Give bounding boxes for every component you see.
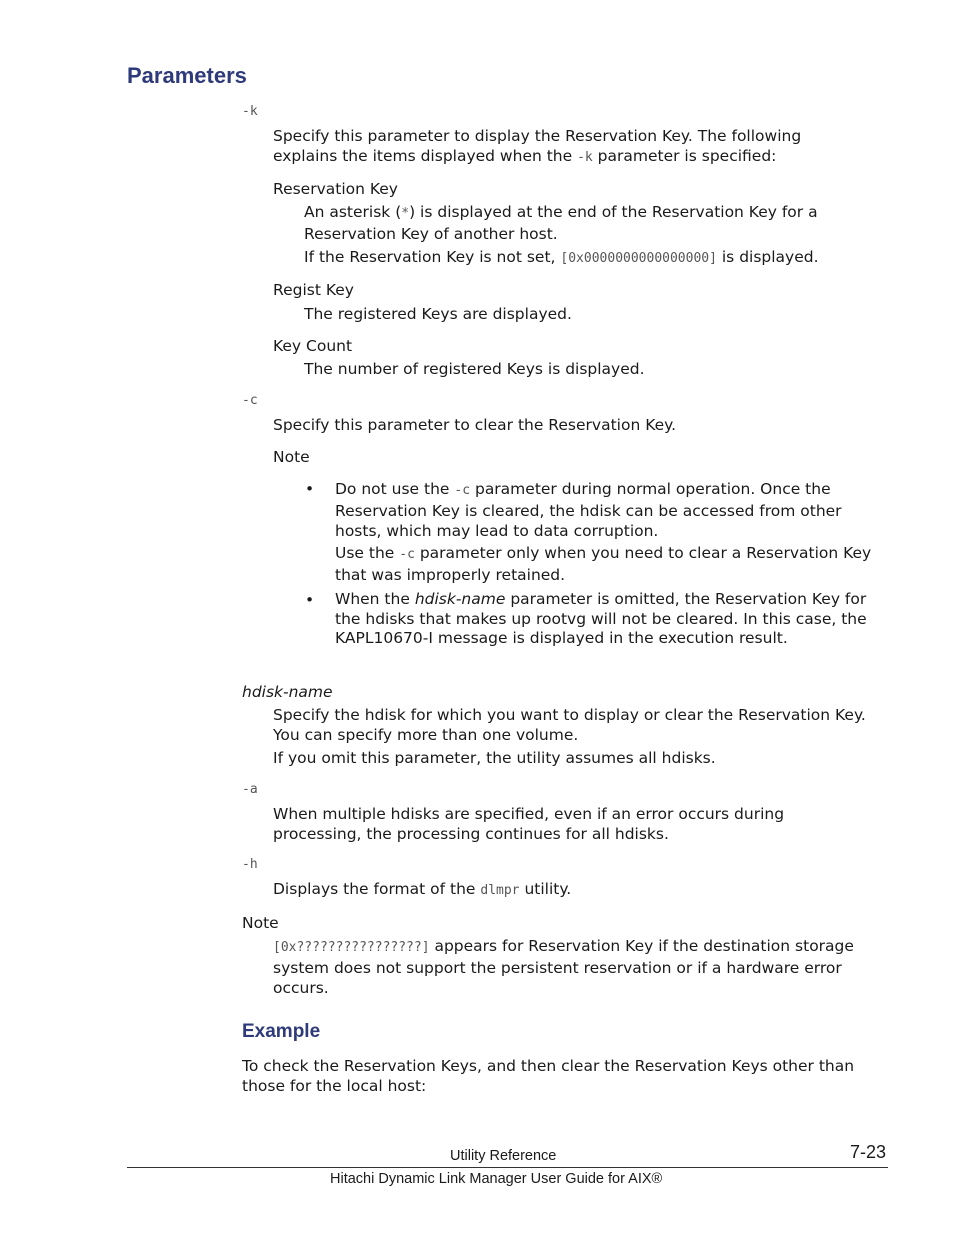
footer-book-title: Hitachi Dynamic Link Manager User Guide for AIX® [330, 1171, 663, 1187]
note-text: [0x????????????????] appears for Reservation Key if the destination storage system does not support the persistent reservation or if a hardware error occurs. [273, 937, 854, 997]
param-k-flag: -k [242, 104, 258, 119]
reservation-key-label: Reservation Key [273, 180, 398, 198]
note-label: Note [242, 914, 279, 932]
page-number: 7-23 [850, 1142, 887, 1162]
param-c-flag: -c [242, 393, 258, 408]
regist-key-description: The registered Keys are displayed. [304, 305, 572, 323]
reservation-key-not-set: If the Reservation Key is not set, [0x0000000000000000] is displayed. [304, 248, 819, 266]
bullet-marker: • [305, 591, 315, 609]
param-hdisk-name-description: Specify the hdisk for which you want to display or clear the Reservation Key. You can specify more than one volume. [273, 706, 866, 744]
reservation-key-description: An asterisk (*) is displayed at the end of the Reservation Key for a Reservation Key of another host. [304, 203, 818, 243]
param-c-description: Specify this parameter to clear the Reservation Key. [273, 416, 677, 434]
param-c-bullet-2: When the hdisk-name parameter is omitted, the Reservation Key for the hdisks that makes up rootvg will not be cleared. In this case, the KAPL10670-I message is displayed in the execution result. [335, 590, 867, 648]
footer-divider [127, 1167, 888, 1168]
example-title: Example [242, 1021, 321, 1042]
key-count-description: The number of registered Keys is displayed. [304, 360, 645, 378]
param-c-bullet-1-para-2: Use the -c parameter only when you need to clear a Reservation Key that was improperly retained. [335, 544, 872, 584]
param-c-note-label: Note [273, 448, 310, 466]
param-hdisk-name-default: If you omit this parameter, the utility assumes all hdisks. [273, 749, 716, 767]
key-count-label: Key Count [273, 337, 353, 355]
param-h-description: Displays the format of the dlmpr utility. [273, 880, 572, 898]
regist-key-label: Regist Key [273, 281, 354, 299]
section-title: Parameters [127, 63, 247, 88]
bullet-marker: • [305, 480, 315, 498]
param-a-description: When multiple hdisks are specified, even if an error occurs during processing, the processing continues for all hdisks. [273, 805, 785, 843]
param-c-bullet-1: Do not use the -c parameter during normal operation. Once the Reservation Key is cleared, the hdisk can be accessed from other hosts, which may lead to data corruption. [335, 480, 842, 540]
example-text: To check the Reservation Keys, and then clear the Reservation Keys other than those for the local host: [242, 1057, 855, 1095]
param-h-flag: -h [242, 857, 258, 872]
param-a-flag: -a [242, 782, 258, 797]
footer-chapter: Utility Reference [450, 1148, 557, 1164]
param-hdisk-name-flag: hdisk-name [242, 683, 333, 701]
param-k-description: Specify this parameter to display the Reservation Key. The following explains the items displayed when the -k parameter is specified: [273, 127, 802, 165]
